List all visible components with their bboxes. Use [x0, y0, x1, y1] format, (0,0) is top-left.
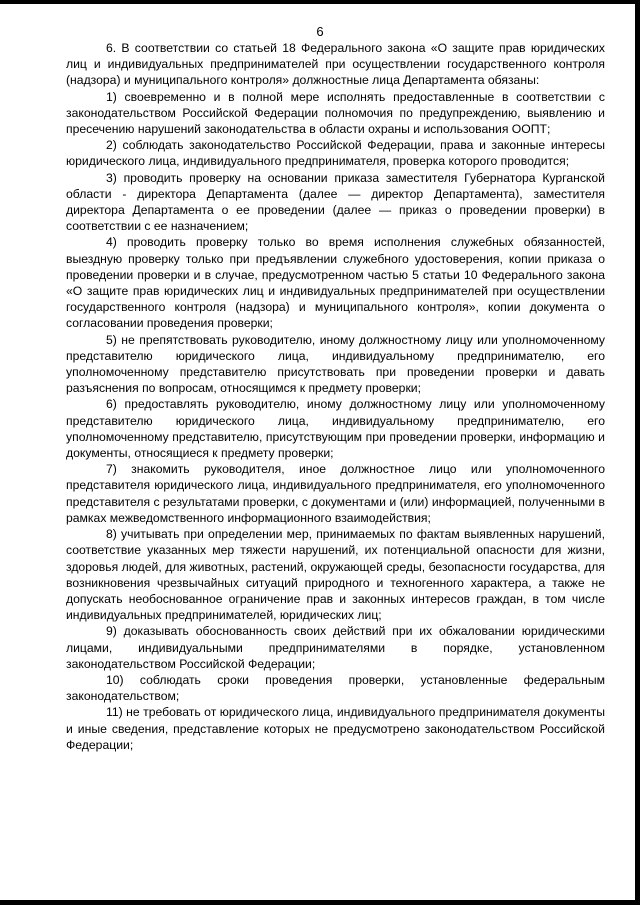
paragraph-item-8: 8) учитывать при определении мер, принимаемых по фактам выявленных нарушений, соответствие указанных мер тяжести нарушений, их потенциальной опасности для жизни, здоровья людей, для животных, растений, окружающей среды, безопасности государства, для возникновения чрезвычайных ситуаций природного и техногенного характера, а также не допускать необоснованное ограничение прав и законных интересов граждан, в том числе индивидуальных предпринимателей, юридических лиц;: [66, 527, 605, 623]
paragraph-intro: 6. В соответствии со статьей 18 Федерального закона «О защите прав юридических лиц и индивидуальных предпринимателей при осуществлении государственного контроля (надзора) и муниципального контроля» должностные лица Департамента обязаны:: [66, 41, 605, 88]
paragraph-item-9: 9) доказывать обоснованность своих действий при их обжаловании юридическими лицами, индивидуальными предпринимателями в порядке, установленном законодательством Российской Федерации;: [66, 624, 605, 671]
paragraph-item-1: 1) своевременно и в полной мере исполнять предоставленные в соответствии с законодательством Российской Федерации полномочия по предупреждению, выявлению и пресечению нарушений законодательства в области охраны и использования ООПТ;: [66, 89, 605, 137]
paragraph-item-6: 6) предоставлять руководителю, иному должностному лицу или уполномоченному представителю юридического лица, индивидуальному предпринимателю, его уполномоченному представителю, присутствующим при проведении проверки, информацию и документы, относящиеся к предмету проверки;: [66, 397, 605, 461]
page-number: 6: [316, 24, 324, 39]
paragraph-item-5: 5) не препятствовать руководителю, иному должностному лицу или уполномоченному представителю юридического лица, индивидуальному предпринимателю, его уполномоченному представителю присутствовать при проведении проверки и давать разъяснения по вопросам, относящимся к предмету проверки;: [66, 332, 605, 396]
paragraph-item-7: 7) знакомить руководителя, иное должностное лицо или уполномоченного представителя юридического лица, индивидуального предпринимателя, его уполномоченного представителя с результатами проверки, с документами и (или) информацией, полученными в рамках межведомственного информационного взаимодействия;: [66, 462, 605, 525]
paragraph-item-2: 2) соблюдать законодательство Российской Федерации, права и законные интересы юридического лица, индивидуального предпринимателя, проверка которого проводится;: [66, 138, 605, 169]
paragraph-item-11: 11) не требовать от юридического лица, индивидуального предпринимателя документы и иные сведения, представление которых не предусмотрено законодательством Российской Федерации;: [66, 705, 605, 752]
paragraph-item-4: 4) проводить проверку только во время исполнения служебных обязанностей, выездную проверку только при предъявлении служебного удостоверения, копии приказа о проведении проверки и в случае, предусмотренном частью 5 статьи 10 Федерального закона «О защите прав юридических лиц и индивидуальных предпринимателей при осуществлении государственного контроля (надзора) и муниципального контроля», копии документа о согласовании проведения проверки;: [66, 235, 605, 331]
document-body: [66, 40, 605, 753]
paragraph-item-3: 3) проводить проверку на основании приказа заместителя Губернатора Курганской области - директора Департамента (далее — директор Департамента), заместителя директора Департамента о ее проведении (далее — приказ о проведении проверки) в соответствии с ее назначением;: [66, 170, 605, 234]
paragraph-item-10: 10) соблюдать сроки проведения проверки, установленные федеральным законодательством;: [66, 672, 605, 704]
